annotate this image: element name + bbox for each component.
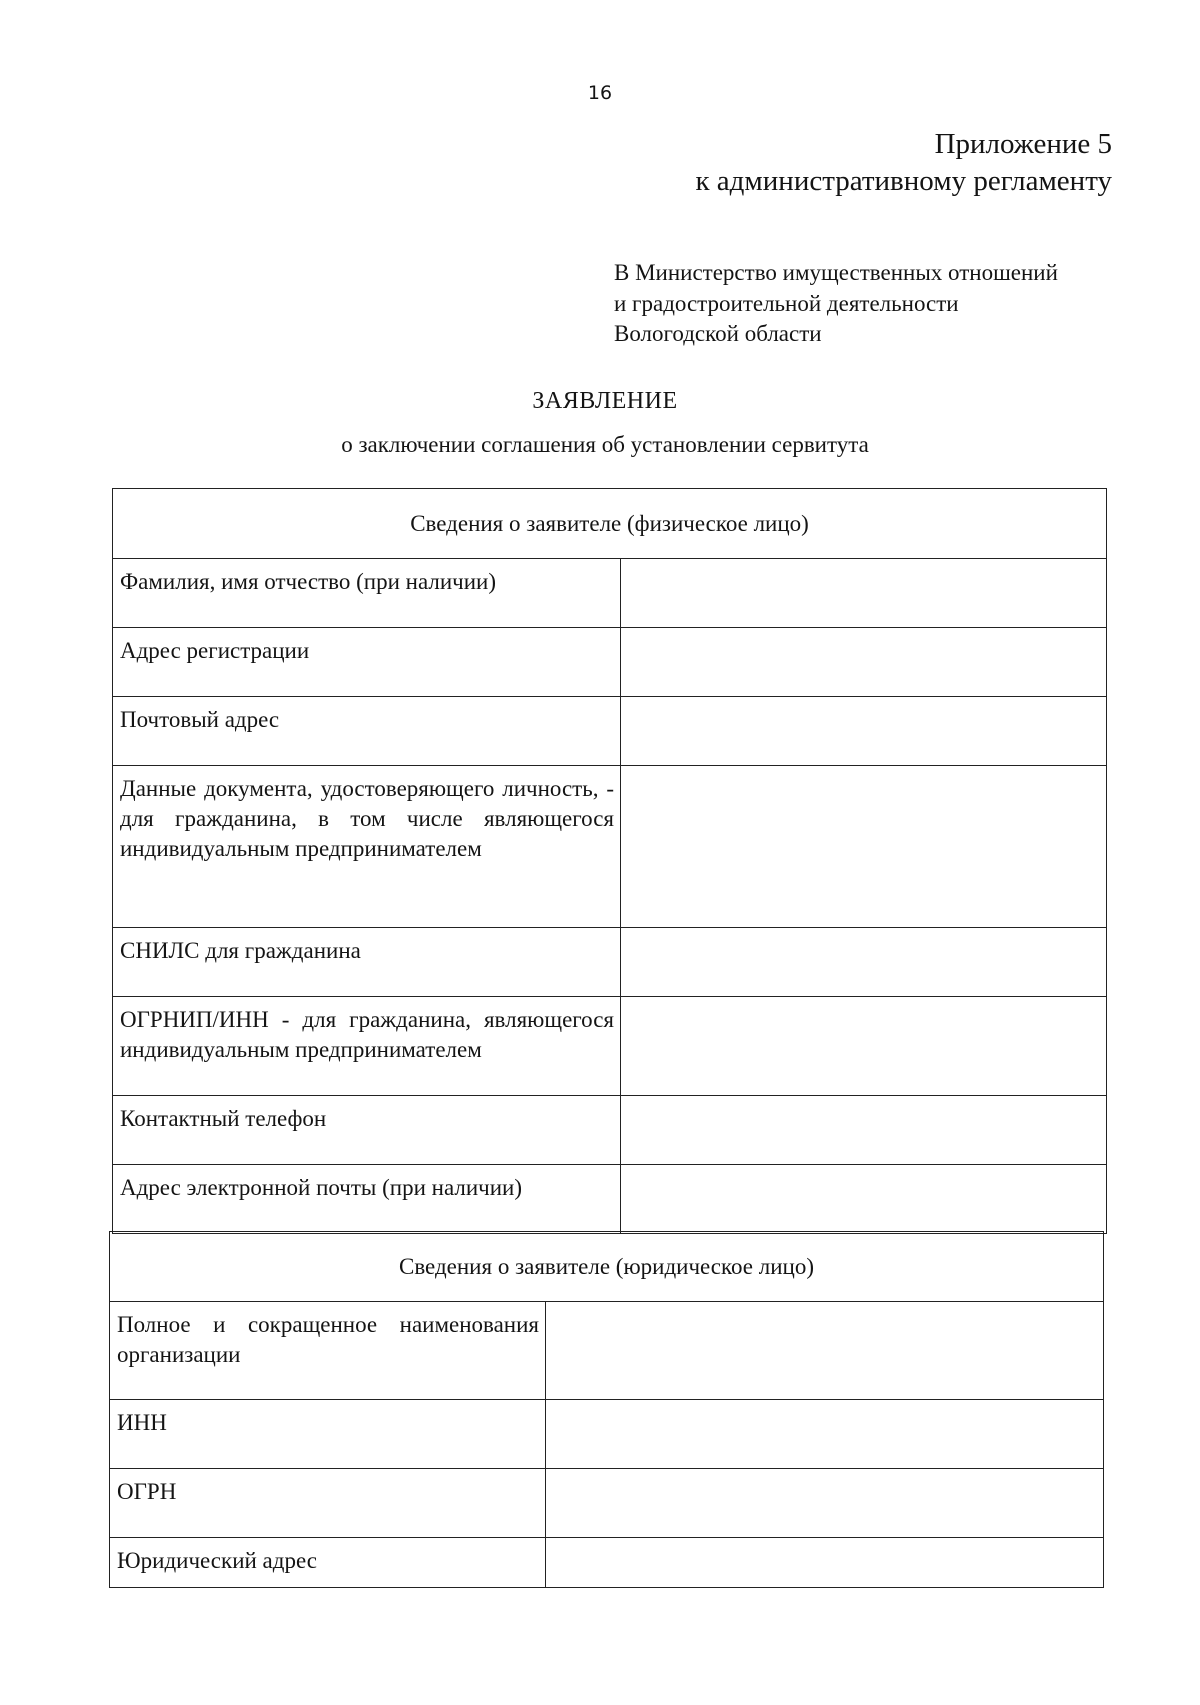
form-row: [113, 697, 1107, 766]
form-row: [113, 1165, 1107, 1234]
field-value-contact-phone[interactable]: [621, 1096, 1107, 1165]
section-header-row: [113, 489, 1107, 559]
document-subtitle: о заключении соглашения об установлении сервитута: [341, 432, 869, 457]
form-row: [113, 997, 1107, 1096]
field-label-identity-document: Данные документа, удостоверяющего личность, - для гражданина, в том числе являющегося индивидуальным предпринимателем: [113, 766, 621, 928]
field-value-organization-name[interactable]: [546, 1302, 1104, 1400]
form-row: [110, 1538, 1104, 1588]
field-label-ogrnip-inn: ОГРНИП/ИНН - для гражданина, являющегося индивидуальным предпринимателем: [113, 997, 621, 1096]
field-value-inn[interactable]: [546, 1400, 1104, 1469]
section-header-row: [110, 1232, 1104, 1302]
field-label-snils: СНИЛС для гражданина: [113, 928, 621, 997]
field-label-full-name: Фамилия, имя отчество (при наличии): [113, 559, 621, 628]
form-row: [113, 1096, 1107, 1165]
form-row: [113, 628, 1107, 697]
addressee-line: В Министерство имущественных отношений: [614, 260, 1058, 285]
field-value-snils[interactable]: [621, 928, 1107, 997]
form-row: [110, 1469, 1104, 1538]
section-title-individual: Сведения о заявителе (физическое лицо): [113, 489, 1107, 559]
field-value-ogrnip-inn[interactable]: [621, 997, 1107, 1096]
field-label-organization-name: Полное и сокращенное наименования организации: [110, 1302, 546, 1400]
field-value-ogrn[interactable]: [546, 1469, 1104, 1538]
field-label-contact-phone: Контактный телефон: [113, 1096, 621, 1165]
page-number: 16: [587, 82, 613, 104]
legal-entity-applicant-table: [109, 1231, 1104, 1588]
addressee-line: Вологодской области: [614, 321, 822, 346]
field-label-email: Адрес электронной почты (при наличии): [113, 1165, 621, 1234]
form-row: [113, 559, 1107, 628]
document-title: ЗАЯВЛЕНИЕ: [532, 388, 678, 414]
form-row: [110, 1400, 1104, 1469]
section-title-legal-entity: Сведения о заявителе (юридическое лицо): [110, 1232, 1104, 1302]
form-row: [113, 766, 1107, 928]
addressee-block: [614, 258, 1058, 350]
field-value-registration-address[interactable]: [621, 628, 1107, 697]
field-label-ogrn: ОГРН: [110, 1469, 546, 1538]
individual-applicant-table: [112, 488, 1107, 1234]
appendix-number: Приложение 5: [934, 128, 1112, 160]
field-label-legal-address: Юридический адрес: [110, 1538, 546, 1588]
field-value-identity-document[interactable]: [621, 766, 1107, 928]
field-value-postal-address[interactable]: [621, 697, 1107, 766]
field-value-email[interactable]: [621, 1165, 1107, 1234]
field-value-legal-address[interactable]: [546, 1538, 1104, 1588]
field-label-registration-address: Адрес регистрации: [113, 628, 621, 697]
appendix-header: [695, 126, 1112, 200]
form-row: [110, 1302, 1104, 1400]
form-row: [113, 928, 1107, 997]
appendix-reference: к административному регламенту: [695, 165, 1112, 197]
field-label-inn: ИНН: [110, 1400, 546, 1469]
field-label-postal-address: Почтовый адрес: [113, 697, 621, 766]
field-value-full-name[interactable]: [621, 559, 1107, 628]
addressee-line: и градостроительной деятельности: [614, 290, 959, 316]
